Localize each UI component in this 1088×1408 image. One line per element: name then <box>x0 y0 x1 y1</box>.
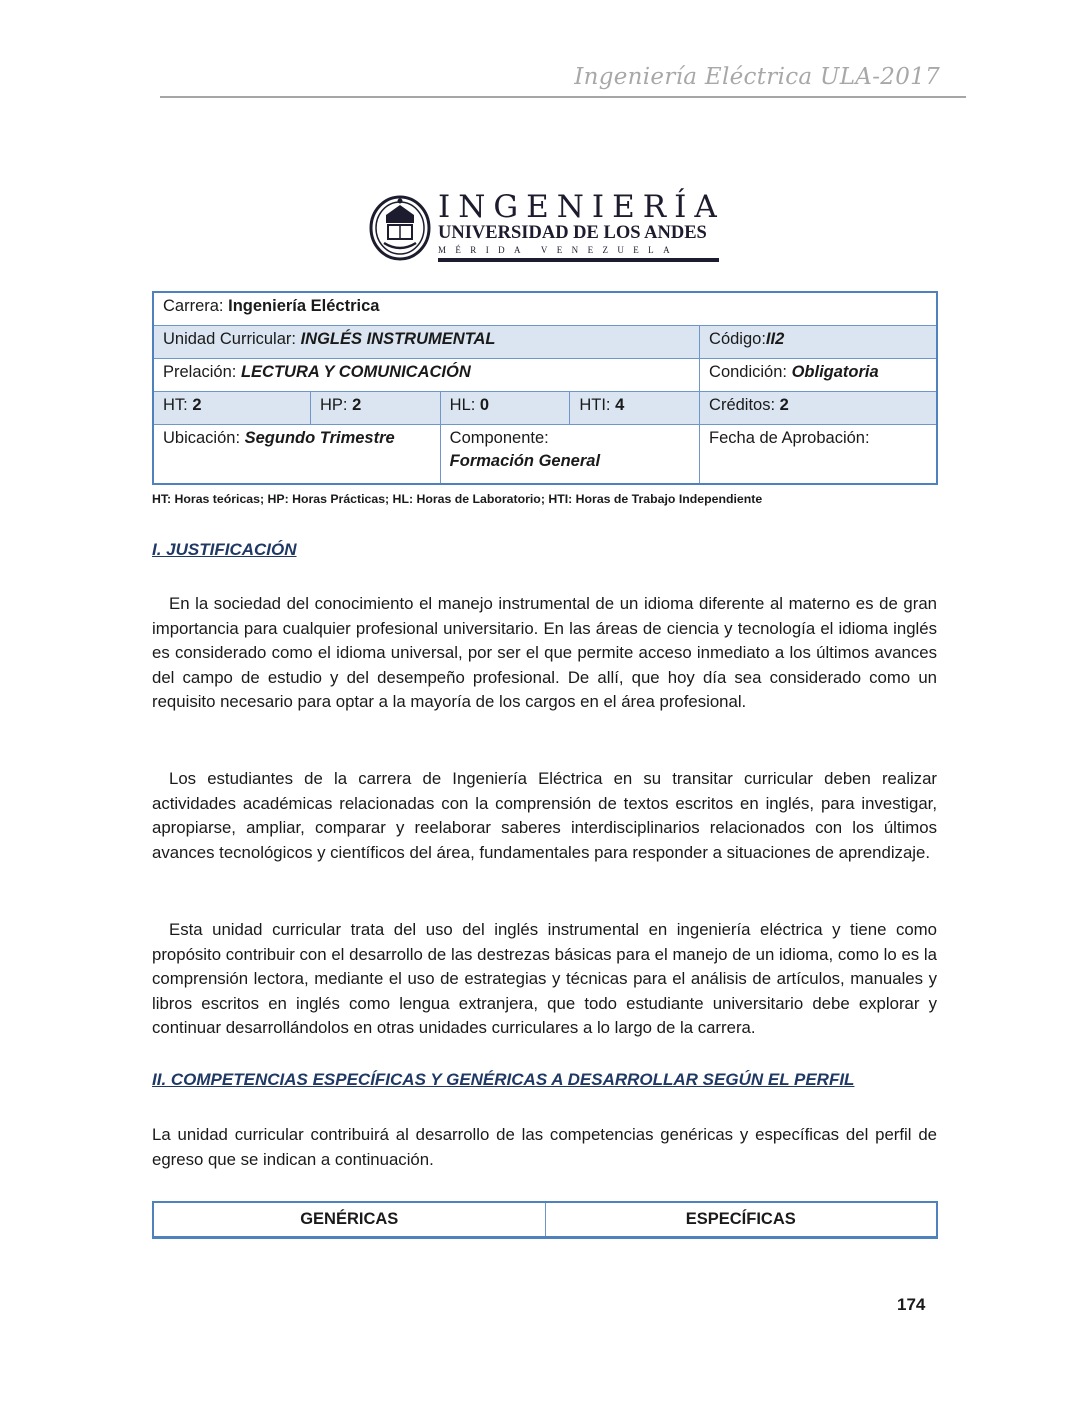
justificacion-paragraph-1: En la sociedad del conocimiento el manejo instrumental de un idioma diferente al materno es de gran importancia para cualquier profesional universitario. En las áreas de ciencia y tecnología el idioma inglés es considerado como el idioma universal, por ser el que permite acceso inmediato a los últimos avances del campo de estudio y del desempeño profesional. De allí, que hoy día sea considerado como un requisito necesario para optar a la mayoría de los cargos en el área profesional. <box>152 594 937 711</box>
row-prelacion <box>153 359 937 392</box>
row-carrera <box>153 292 937 326</box>
hp-label: HP: <box>320 396 353 414</box>
cell-hti <box>570 392 700 425</box>
prelacion-value: LECTURA Y COMUNICACIÓN <box>240 363 471 381</box>
section-justificacion-title: I. JUSTIFICACIÓN <box>152 540 297 559</box>
row-hours <box>153 392 937 425</box>
university-crest-icon <box>368 193 432 263</box>
cell-hp <box>311 392 441 425</box>
cell-carrera <box>153 292 937 326</box>
codigo-label: Código: <box>709 330 766 348</box>
faculty-logo <box>368 189 728 265</box>
condicion-value: Obligatoria <box>791 363 879 381</box>
justificacion-paragraph-2: Los estudiantes de la carrera de Ingeniería Eléctrica en su transitar curricular deben realizar actividades académicas relacionadas con la comprensión de textos escritos en inglés, para investigar, apropiarse, ampliar, comparar y reelaborar saberes interdisciplinarios relacionados con los últimos avances tecnológicos y científicos del área, fundamentales para responder a situaciones de aprendizaje. <box>152 769 937 862</box>
carrera-label: Carrera: <box>163 297 229 315</box>
competencias-intro: La unidad curricular contribuirá al desarrollo de las competencias genéricas y específicas del perfil de egreso que se indican a continuación. <box>152 1125 937 1169</box>
col-genericas: GENÉRICAS <box>153 1202 545 1238</box>
course-info-table <box>152 291 938 485</box>
creditos-label: Créditos: <box>709 396 780 414</box>
cell-condicion <box>700 359 937 392</box>
logo-word: INGENIERÍA <box>438 189 725 225</box>
competencias-table <box>152 1201 938 1239</box>
row-ubicacion <box>153 425 937 485</box>
row-unidad <box>153 326 937 359</box>
hti-label: HTI: <box>579 396 616 414</box>
logo-city: MÉRIDA VENEZUELA <box>438 245 679 255</box>
cell-ubicacion <box>153 425 440 485</box>
cell-creditos <box>700 392 937 425</box>
carrera-value: Ingeniería Eléctrica <box>228 297 380 315</box>
cell-unidad <box>153 326 700 359</box>
componente-label: Componente: <box>449 429 549 447</box>
running-title: Ingeniería Eléctrica ULA-2017 <box>574 64 940 90</box>
condicion-label: Condición: <box>709 363 792 381</box>
justificacion-paragraph-3: Esta unidad curricular trata del uso del inglés instrumental en ingeniería eléctrica y tiene como propósito contribuir con el desarrollo de las destrezas básicas para el manejo de un idioma, como lo es la comprensión lectora, mediante el uso de estrategias y técnicas para el análisis de artículos, manuales y libros escritos en inglés como lengua extranjera, que todo estudiante universitario debe explorar y continuar desarrollándolos en otras unidades curriculares a lo largo de la carrera. <box>152 920 937 1037</box>
cell-componente <box>440 425 699 485</box>
col-especificas: ESPECÍFICAS <box>545 1202 937 1238</box>
codigo-value: II2 <box>765 330 785 348</box>
page-number: 174 <box>897 1295 926 1314</box>
hp-value: 2 <box>352 396 362 414</box>
ht-label: HT: <box>163 396 193 414</box>
section-competencias-title: II. COMPETENCIAS ESPECÍFICAS Y GENÉRICAS A DESARROLLAR SEGÚN EL PERFIL <box>152 1070 855 1089</box>
prelacion-label: Prelación: <box>163 363 241 381</box>
componente-value: Formación General <box>449 452 601 470</box>
hl-label: HL: <box>449 396 480 414</box>
cell-prelacion <box>153 359 700 392</box>
ubicacion-value: Segundo Trimestre <box>244 429 395 447</box>
unidad-value: INGLÉS INSTRUMENTAL <box>300 330 496 348</box>
cell-hl <box>440 392 570 425</box>
logo-underline <box>438 258 719 262</box>
hti-value: 4 <box>615 396 625 414</box>
unidad-label: Unidad Curricular: <box>163 330 301 348</box>
competencias-header-row <box>153 1202 937 1238</box>
hl-value: 0 <box>479 396 490 414</box>
fecha-label: Fecha de Aprobación: <box>709 429 870 447</box>
hours-legend-note: HT: Horas teóricas; HP: Horas Prácticas; HL: Horas de Laboratorio; HTI: Horas de Trabajo Independiente <box>152 492 763 506</box>
ubicacion-label: Ubicación: <box>163 429 245 447</box>
ht-value: 2 <box>192 396 202 414</box>
logo-university: UNIVERSIDAD DE LOS ANDES <box>438 223 707 243</box>
cell-ht <box>153 392 311 425</box>
cell-fecha <box>700 425 937 485</box>
creditos-value: 2 <box>779 396 789 414</box>
cell-codigo <box>700 326 937 359</box>
running-header <box>160 62 966 98</box>
